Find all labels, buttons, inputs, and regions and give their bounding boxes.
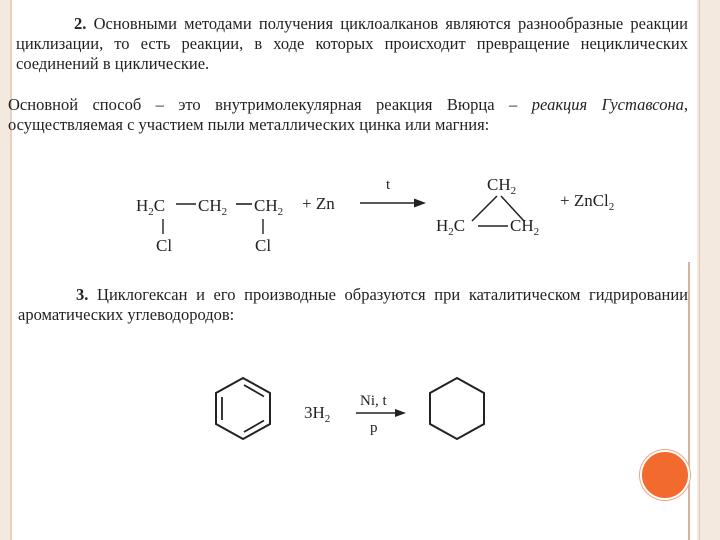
reactant-carbon-2: $CH_2$ xyxy=(198,196,228,218)
reaction-2 xyxy=(216,378,484,439)
chlorine-2: Cl xyxy=(255,236,272,255)
reaction-name: реакция Густавсона xyxy=(531,95,684,114)
reagent-zinc: + Zn xyxy=(302,194,335,213)
arrow-head xyxy=(395,409,406,417)
ring-bond xyxy=(472,196,497,221)
product-right-carbon: $CH_2$ xyxy=(510,216,540,238)
paragraph-text-after: , осуществляемая с участием пыли металлических цинка или магния: xyxy=(8,95,689,134)
reactant-carbon-3: $CH_2$ xyxy=(254,196,284,218)
condition-pressure: p xyxy=(370,420,378,436)
slide-accent-circle xyxy=(640,450,690,500)
double-bond xyxy=(244,385,264,397)
product-top-carbon: $CH_2$ xyxy=(487,175,517,197)
arrow-head xyxy=(414,199,426,208)
chlorine-1: Cl xyxy=(156,236,173,255)
reactant-carbon-1: $H_2C$ xyxy=(136,196,166,218)
reaction-1 xyxy=(136,175,614,255)
byproduct-zinc-chloride: + ZnCl$_2$ xyxy=(560,191,615,213)
paragraph-number: 2. xyxy=(74,14,87,33)
paragraph-text: Основными методами получения циклоалканов являются разнообразные реакции циклизации, то есть реакции, в ходе которых происходит превращение нециклических соединений в циклические. xyxy=(16,14,688,73)
paragraph-text-before: Основной способ – это внутримолекулярная реакция Вюрца – xyxy=(8,95,532,114)
condition-catalyst: Ni, t xyxy=(360,393,387,409)
paragraph-number: 3. xyxy=(76,285,89,304)
reagent-hydrogen: $3H_2$ xyxy=(304,403,331,425)
benzene-ring xyxy=(216,378,270,439)
double-bond xyxy=(244,421,264,433)
paragraph-text: Циклогексан и его производные образуются при каталитическом гидрировании ароматических углеводородов: xyxy=(18,285,689,324)
product-left-carbon: $H_2C$ xyxy=(436,216,466,238)
condition-temperature: t xyxy=(386,177,391,193)
cyclohexane-ring xyxy=(430,378,484,439)
